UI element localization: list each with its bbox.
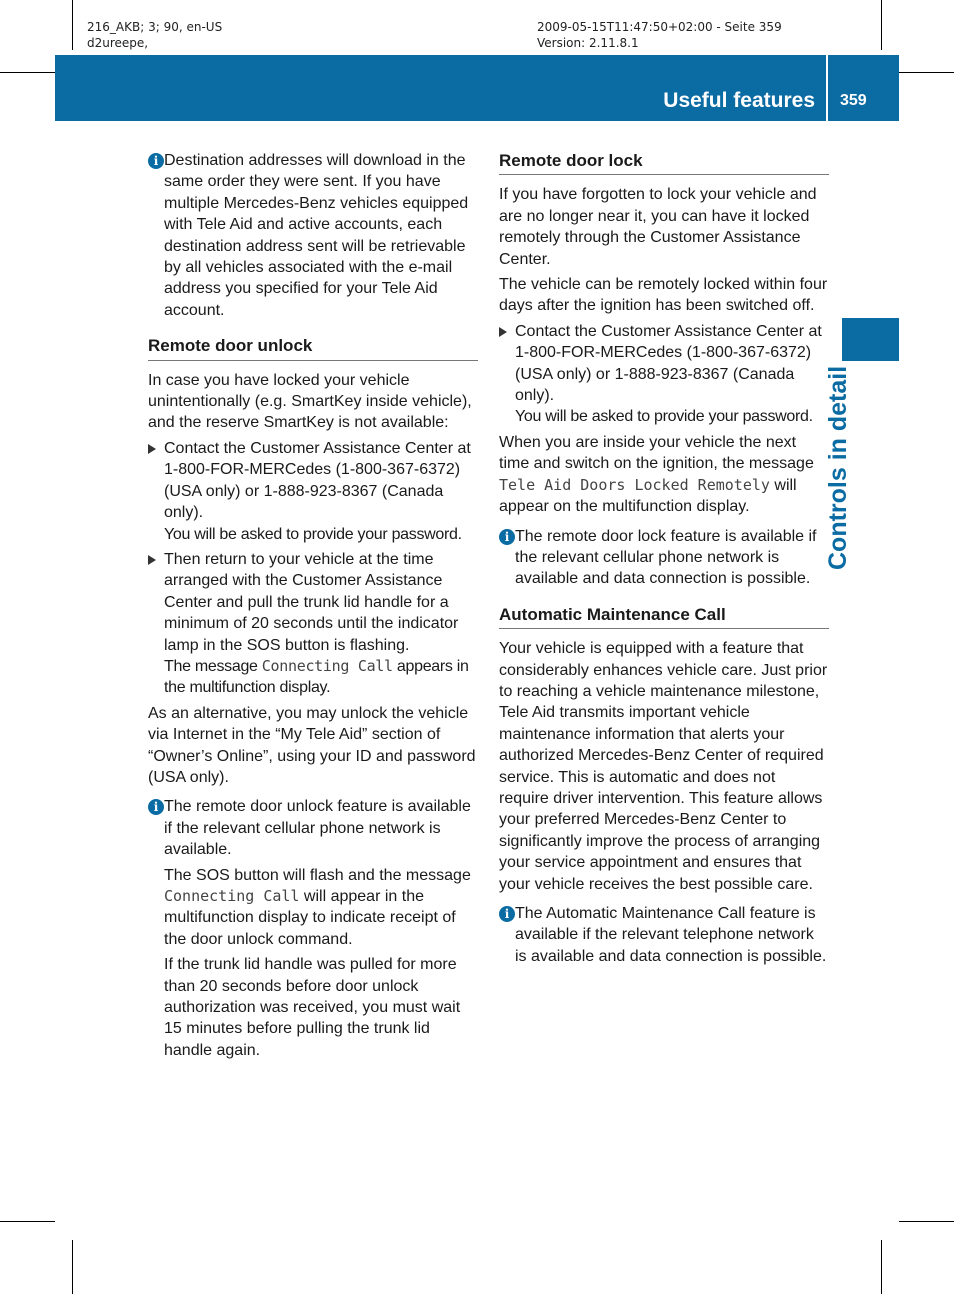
triangle-arrow-icon (499, 327, 507, 337)
paragraph: The vehicle can be remotely locked within four days after the ignition has been switched off. (499, 276, 828, 315)
info-text: Destination addresses will download in the same order they were sent. If you have multiple Mercedes-Benz vehicles equipped with Tele Aid and active accounts, each destination address sent will be retrievable by all vehicles associated with the e-mail address you specified for your Tele Aid account. (164, 152, 469, 319)
heading-remote-door-unlock: Remote door unlock (148, 335, 478, 360)
display-message: Connecting Call (164, 887, 300, 905)
text: will appear in the multifunction display to indicate receipt of the door unlock command. (164, 888, 456, 948)
info-text: If the trunk lid handle was pulled for more than 20 seconds before door unlock authorization was received, you must wait 15 minutes before pulling the trunk lid handle again. (164, 956, 461, 1059)
meta-line: 216_AKB; 3; 90, en-US (87, 20, 223, 34)
print-meta-right (537, 19, 782, 51)
step-result: You will be asked to provide your password. (164, 525, 462, 543)
left-column (148, 150, 478, 1069)
step-text: Contact the Customer Assistance Center at 1-800-FOR-MERCedes (1-800-367-6372) (USA only) or 1-888-923-8367 (Canada only). (164, 439, 471, 522)
crop-mark (899, 72, 954, 73)
info-note (499, 526, 829, 590)
heading-automatic-maintenance-call: Automatic Maintenance Call (499, 604, 829, 629)
paragraph: As an alternative, you may unlock the vehicle via Internet in the “My Tele Aid” section of “Owner’s Online”, using your ID and password (USA only). (148, 704, 476, 786)
info-text: The remote door lock feature is available if the relevant cellular phone network is available and data connection is possible. (515, 527, 817, 588)
crop-mark (0, 1221, 55, 1222)
step-result (164, 656, 478, 699)
triangle-arrow-icon (148, 555, 156, 565)
info-text (164, 865, 478, 951)
crop-mark (881, 1240, 882, 1294)
paragraph (499, 432, 829, 518)
crop-mark (72, 1240, 73, 1294)
page-number: 359 (840, 92, 867, 109)
info-note (148, 796, 478, 1061)
step-text: Then return to your vehicle at the time arranged with the Customer Assistance Center and pull the trunk lid handle for a minimum of 20 seconds until the indicator lamp in the SOS button is flashing. (164, 550, 459, 654)
text: When you are inside your vehicle the next time and switch on the ignition, the message (499, 433, 814, 473)
display-message: Tele Aid Doors Locked Remotely (499, 475, 770, 494)
info-icon: i (499, 906, 515, 922)
print-meta-left (87, 19, 222, 51)
crop-mark (0, 72, 55, 73)
paragraph: In case you have locked your vehicle unintentionally (e.g. SmartKey inside vehicle), and the reserve SmartKey is not available: (148, 371, 472, 432)
step-text: Contact the Customer Assistance Center at 1-800-FOR-MERCedes (1-800-367-6372) (USA only) or 1-888-923-8367 (Canada only). (515, 322, 822, 405)
info-text: The Automatic Maintenance Call feature is available if the relevant telephone network is available and data connection is possible. (515, 905, 827, 965)
meta-line: 2009-05-15T11:47:50+02:00 - Seite 359 (537, 20, 782, 34)
info-icon: i (148, 153, 164, 169)
display-message: Connecting Call (261, 656, 393, 675)
side-tab-label: Controls in detail (824, 365, 852, 570)
side-tab-block (842, 318, 899, 361)
header-bar (55, 55, 899, 121)
step-result: You will be asked to provide your password. (515, 408, 813, 426)
text: appears in the multifunction display. (164, 657, 469, 697)
paragraph: If you have forgotten to lock your vehicle and are no longer near it, you can have it locked remotely through the Customer Assistance Center. (499, 186, 817, 268)
instruction-step (148, 438, 478, 545)
triangle-arrow-icon (148, 444, 156, 454)
instruction-step (499, 321, 829, 428)
text: The message (164, 657, 262, 675)
crop-mark (899, 1221, 954, 1222)
header-divider (826, 55, 828, 121)
paragraph: Your vehicle is equipped with a feature that considerably enhances vehicle care. Just prior to reaching a vehicle maintenance milestone, Tele Aid transmits important vehicle maintenance information that alerts your authorized Mercedes-Benz Center of required service. This is automatic and does not require driver intervention. This feature allows your preferred Mercedes-Benz Center to significantly improve the process of arranging your service appointment and ensures that your vehicle receives the best possible care. (499, 640, 828, 893)
info-text: The remote door unlock feature is available if the relevant cellular phone network is available. (164, 798, 471, 859)
text: will appear on the multifunction display. (499, 476, 797, 516)
crop-mark (881, 0, 882, 50)
crop-mark (72, 0, 73, 50)
heading-remote-door-lock: Remote door lock (499, 150, 829, 175)
section-title: Useful features (663, 89, 815, 112)
info-icon: i (148, 799, 164, 815)
info-icon: i (499, 529, 515, 545)
info-note (499, 903, 829, 967)
instruction-step (148, 549, 478, 699)
meta-line: d2ureepe, (87, 36, 149, 50)
right-column (499, 150, 829, 975)
text: The SOS button will flash and the message (164, 866, 471, 884)
meta-line: Version: 2.11.8.1 (537, 36, 639, 50)
info-note (148, 150, 478, 321)
